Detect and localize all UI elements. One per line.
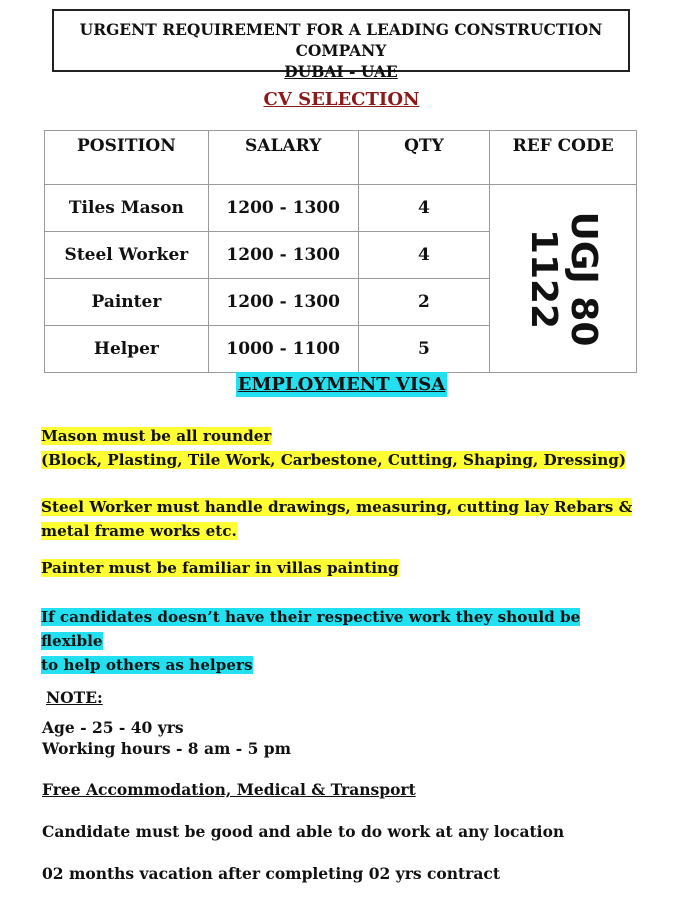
column-header-qty: QTY: [358, 131, 490, 185]
position-cell: Tiles Mason: [45, 185, 209, 232]
qty-cell: 4: [358, 232, 490, 279]
qty-cell: 4: [358, 185, 490, 232]
header-line-2: DUBAI - UAE: [284, 62, 398, 81]
salary-cell: 1200 - 1300: [208, 232, 358, 279]
cv-selection-title: CV SELECTION: [263, 89, 420, 110]
benefits: Free Accommodation, Medical & Transport: [42, 780, 416, 799]
position-cell: Helper: [45, 326, 209, 373]
column-header-salary: SALARY: [208, 131, 358, 185]
painter-requirement-line: Painter must be familiar in villas painting: [41, 559, 399, 577]
note-label: NOTE:: [46, 688, 103, 707]
salary-cell: 1200 - 1300: [208, 279, 358, 326]
qty-cell: 2: [358, 279, 490, 326]
qty-cell: 5: [358, 326, 490, 373]
column-header-ref-code: REF CODE: [490, 131, 637, 185]
ref-code-line-2: 1122: [523, 228, 565, 329]
location-requirement: Candidate must be good and able to do work at any location: [42, 822, 565, 841]
table-row: [45, 185, 637, 232]
mason-requirement-line-1: Mason must be all rounder: [41, 427, 272, 445]
steel-requirement-line-2: metal frame works etc.: [41, 522, 237, 540]
mason-requirement: [41, 424, 641, 472]
vacation-info: 02 months vacation after completing 02 yrs contract: [42, 864, 500, 883]
positions-table: [44, 130, 637, 373]
flexibility-line-2: to help others as helpers: [41, 656, 253, 674]
ref-code-line-1: UGJ 80: [563, 211, 605, 346]
ref-code-cell: [490, 185, 637, 373]
position-cell: Painter: [45, 279, 209, 326]
column-header-position: POSITION: [45, 131, 209, 185]
salary-cell: 1200 - 1300: [208, 185, 358, 232]
steel-requirement-line-1: Steel Worker must handle drawings, measuring, cutting lay Rebars &: [41, 498, 633, 516]
position-cell: Steel Worker: [45, 232, 209, 279]
table-header-row: [45, 131, 637, 185]
employment-visa-heading: [0, 374, 683, 395]
working-hours: Working hours - 8 am - 5 pm: [42, 739, 292, 758]
steel-worker-requirement: [41, 495, 641, 543]
flexibility-requirement: [41, 605, 641, 677]
salary-cell: 1000 - 1100: [208, 326, 358, 373]
age-requirement: Age - 25 - 40 yrs: [42, 718, 184, 737]
employment-visa-label: EMPLOYMENT VISA: [237, 374, 446, 395]
mason-requirement-line-2: (Block, Plasting, Tile Work, Carbestone, Cutting, Shaping, Dressing): [41, 451, 627, 469]
header-line-1: URGENT REQUIREMENT FOR A LEADING CONSTRUCTION COMPANY: [79, 20, 603, 60]
ref-code: [523, 211, 603, 346]
header-box: [52, 9, 630, 81]
painter-requirement: [41, 556, 641, 580]
flexibility-line-1: If candidates doesn’t have their respective work they should be flexible: [41, 608, 581, 650]
